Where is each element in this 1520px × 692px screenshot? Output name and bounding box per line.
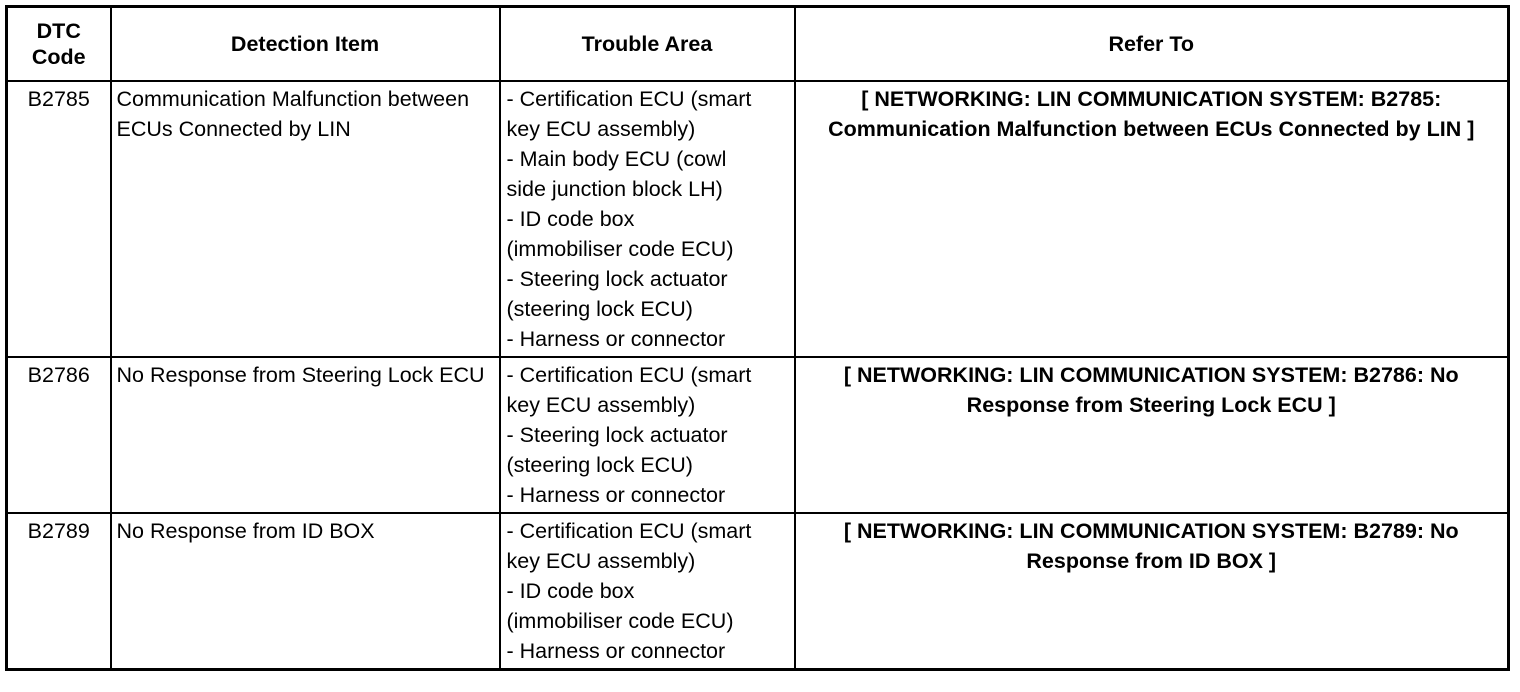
trouble-area-line: (immobiliser code ECU) [506,237,734,261]
refer-to-link[interactable]: [ NETWORKING: LIN COMMUNICATION SYSTEM: B2786: No Response from Steering Lock ECU ] [795,357,1509,513]
trouble-area-line: (steering lock ECU) [506,297,693,321]
table-header-row [7,7,1509,82]
trouble-area-line: (immobiliser code ECU) [506,609,734,633]
refer-to-link[interactable]: [ NETWORKING: LIN COMMUNICATION SYSTEM: B2789: No Response from ID BOX ] [795,513,1509,670]
detection-item-cell: No Response from Steering Lock ECU [111,357,500,513]
trouble-area-cell [500,357,795,513]
trouble-area-cell [500,81,795,357]
table-row [7,357,1509,513]
trouble-area-line: - Steering lock actuator [506,423,728,447]
trouble-area-line: - ID code box [506,207,635,231]
trouble-area-cell [500,513,795,670]
header-trouble-area: Trouble Area [500,7,795,82]
dtc-code-cell: B2786 [7,357,111,513]
trouble-area-line: (steering lock ECU) [506,453,693,477]
trouble-area-line: side junction block LH) [506,177,723,201]
dtc-table [5,5,1510,671]
trouble-area-line: - Harness or connector [506,483,726,507]
refer-to-link[interactable]: [ NETWORKING: LIN COMMUNICATION SYSTEM: B2785: Communication Malfunction between ECUs Connected by LIN ] [795,81,1509,357]
dtc-code-cell: B2789 [7,513,111,670]
trouble-area-line: - Harness or connector [506,327,726,351]
trouble-area-line: key ECU assembly) [506,393,696,417]
table-row [7,81,1509,357]
table-row [7,513,1509,670]
detection-item-cell: No Response from ID BOX [111,513,500,670]
trouble-area-line: - Steering lock actuator [506,267,728,291]
header-dtc-code: DTC Code [7,7,111,82]
trouble-area-line: - Certification ECU (smart [506,519,752,543]
header-refer-to: Refer To [795,7,1509,82]
dtc-code-cell: B2785 [7,81,111,357]
trouble-area-line: - Certification ECU (smart [506,87,752,111]
trouble-area-line: - ID code box [506,579,635,603]
detection-item-cell: Communication Malfunction between ECUs Connected by LIN [111,81,500,357]
trouble-area-line: key ECU assembly) [506,549,696,573]
trouble-area-line: - Certification ECU (smart [506,363,752,387]
trouble-area-line: key ECU assembly) [506,117,696,141]
trouble-area-line: - Harness or connector [506,639,726,663]
header-detection-item: Detection Item [111,7,500,82]
trouble-area-line: - Main body ECU (cowl [506,147,727,171]
